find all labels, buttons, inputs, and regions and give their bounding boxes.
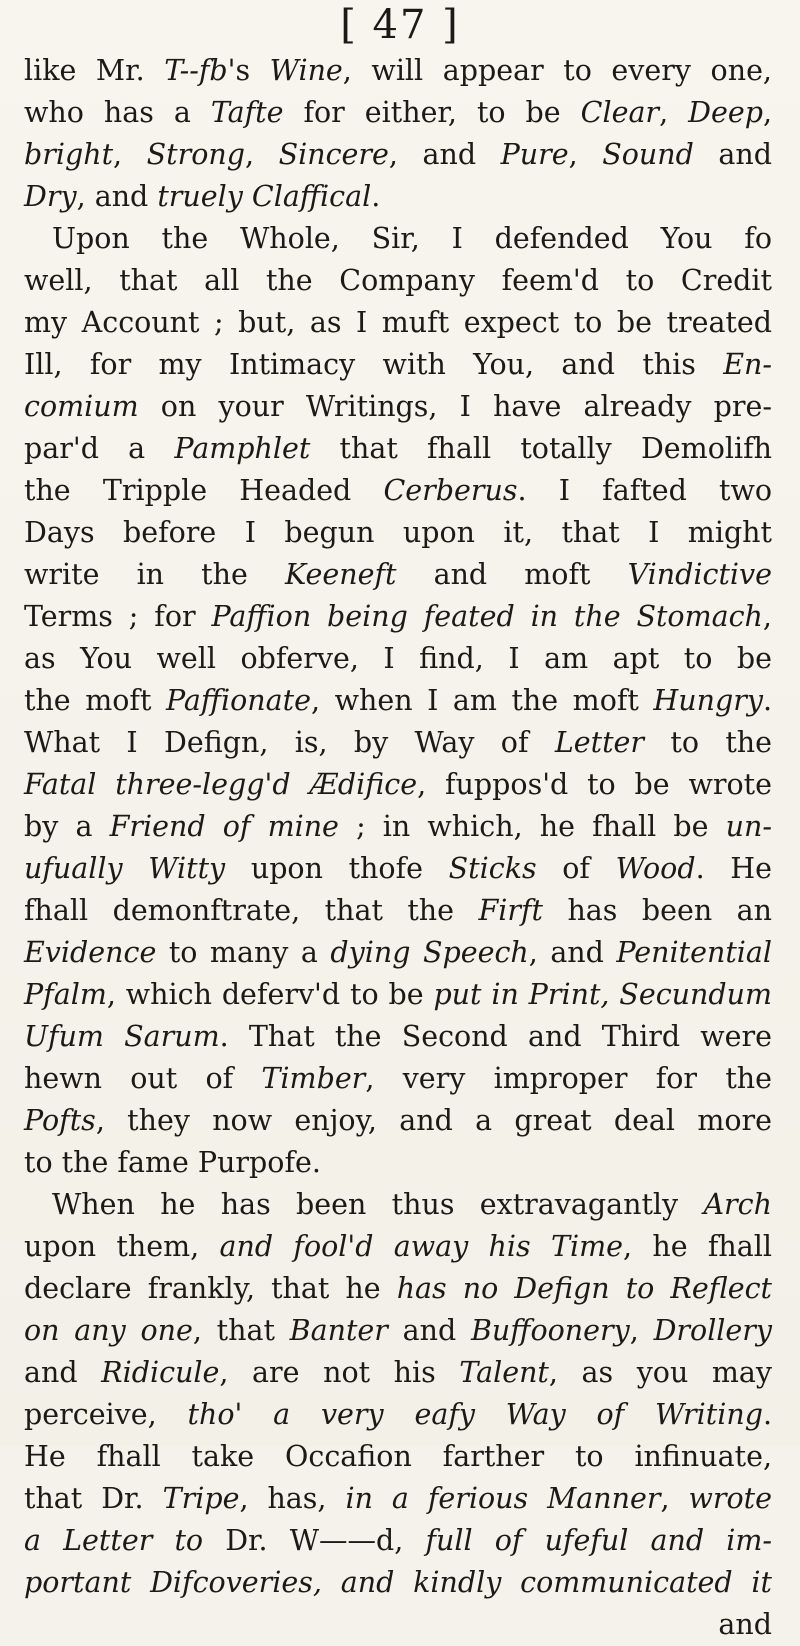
italic-run: Arch	[703, 1188, 772, 1221]
italic-run: in a ferious Manner	[345, 1482, 661, 1515]
text-run: like Mr.	[24, 54, 165, 87]
text-run: ,	[629, 1314, 654, 1347]
italic-run: bright	[24, 138, 114, 171]
italic-run: comium	[24, 390, 139, 423]
text-run: Dr. W——d,	[203, 1524, 426, 1557]
italic-run: Banter	[289, 1314, 388, 1347]
text-line	[24, 428, 772, 470]
text-run: my Account ; but, as I muft expect to be treated	[24, 306, 772, 339]
italic-run: Clear	[580, 96, 660, 129]
text-run: has been an	[543, 894, 772, 927]
text-run: , has,	[239, 1482, 346, 1515]
text-run: the Tripple Headed	[24, 474, 384, 507]
text-line	[24, 1478, 772, 1520]
text-run: for either, to be	[283, 96, 581, 129]
text-run: Ill, for my Intimacy with You, and this	[24, 348, 724, 381]
text-run: . I fafted two	[517, 474, 772, 507]
text-run: .	[762, 1398, 773, 1431]
italic-run: Vindictive	[627, 558, 773, 591]
italic-run: Sticks	[448, 852, 537, 885]
text-run: ,	[568, 138, 603, 171]
text-line	[24, 1184, 772, 1226]
text-run: upon them,	[24, 1230, 220, 1263]
text-line	[24, 302, 772, 344]
text-run: hewn out of	[24, 1062, 262, 1095]
text-run: and moft	[396, 558, 628, 591]
text-run: well, that all the Company feem'd to Credit	[24, 264, 772, 297]
text-run: the moft	[24, 684, 166, 717]
text-run: Days before I begun upon it, that I might	[24, 516, 772, 549]
italic-run: Paffion being feated in the Stomach	[211, 600, 763, 633]
text-line	[24, 806, 772, 848]
text-line	[24, 1016, 772, 1058]
text-run: that fhall totally Demolifh	[310, 432, 772, 465]
text-run: par'd a	[24, 432, 175, 465]
text-run: , as you may	[548, 1356, 772, 1389]
text-run: , very improper for the	[365, 1062, 772, 1095]
italic-run: Friend of mine	[109, 810, 339, 843]
text-run: ; in which, he fhall be	[338, 810, 726, 843]
italic-run: Pfalm	[24, 978, 107, 1011]
italic-run: portant Difcoveries, and kindly communicated it	[24, 1566, 772, 1599]
italic-run: and fool'd away his Time	[219, 1230, 623, 1263]
italic-run: full of ufeful and im-	[425, 1524, 772, 1557]
text-line	[24, 1268, 772, 1310]
text-line	[24, 344, 772, 386]
text-line	[24, 92, 772, 134]
text-run: , will appear to every one,	[342, 54, 772, 87]
text-line	[24, 1100, 772, 1142]
text-run: . He	[695, 852, 773, 885]
text-line	[24, 1142, 772, 1184]
italic-run: Hungry	[653, 684, 763, 717]
text-run: perceive,	[24, 1398, 188, 1431]
text-run: that Dr.	[24, 1482, 163, 1515]
italic-run: En-	[723, 348, 772, 381]
text-line	[24, 1352, 772, 1394]
page-number: [ 47 ]	[340, 2, 460, 48]
text-run: , when I am the moft	[310, 684, 654, 717]
italic-run: Wood	[615, 852, 696, 885]
italic-run: Firft	[478, 894, 543, 927]
italic-run: Ufum Sarum	[24, 1020, 220, 1053]
text-line	[24, 764, 772, 806]
text-run: ,	[113, 138, 147, 171]
italic-run: tho' a very eafy Way of Writing	[187, 1398, 763, 1431]
italic-run: Tafte	[210, 96, 284, 129]
text-line	[24, 1436, 772, 1478]
text-run: ,	[762, 600, 772, 633]
text-run: 's	[227, 54, 270, 87]
text-run: , which deferv'd to be	[106, 978, 434, 1011]
italic-run: Penitential	[616, 936, 772, 969]
text-line	[24, 1226, 772, 1268]
text-run: and	[24, 1356, 102, 1389]
italic-run: Paffionate	[165, 684, 311, 717]
text-line	[24, 890, 772, 932]
text-line	[24, 1520, 772, 1562]
text-line	[24, 596, 772, 638]
text-line	[24, 218, 772, 260]
text-run: to many a	[156, 936, 331, 969]
text-line	[24, 722, 772, 764]
text-run: , he fhall	[622, 1230, 772, 1263]
text-run: and	[387, 1314, 471, 1347]
text-line	[24, 680, 772, 722]
text-run: write in the	[24, 558, 285, 591]
text-run: to the	[644, 726, 772, 759]
text-run: When he has been thus extravagantly	[52, 1188, 704, 1221]
italic-run: Sound	[602, 138, 694, 171]
italic-run: Evidence	[24, 936, 157, 969]
text-line	[24, 974, 772, 1016]
italic-run: Timber	[261, 1062, 366, 1095]
italic-run: Pofts	[24, 1104, 96, 1137]
text-line	[24, 470, 772, 512]
italic-run: Pure	[500, 138, 569, 171]
italic-run: Letter	[554, 726, 645, 759]
text-line	[24, 1562, 772, 1604]
italic-run: Sincere	[278, 138, 389, 171]
text-run: ,	[659, 96, 689, 129]
text-run: , and	[528, 936, 617, 969]
text-line	[24, 386, 772, 428]
text-line	[24, 1058, 772, 1100]
italic-run: Wine	[269, 54, 343, 87]
text-run: .	[371, 180, 381, 213]
italic-run: ufually Witty	[24, 852, 226, 885]
italic-run: un-	[725, 810, 772, 843]
text-run: , they now enjoy, and a great deal more	[95, 1104, 772, 1137]
text-run: who has a	[24, 96, 211, 129]
italic-run: Pamphlet	[174, 432, 311, 465]
italic-run: has no Defign to Reflect	[396, 1272, 772, 1305]
italic-run: put in Print, Secundum	[433, 978, 772, 1011]
text-run: and	[693, 138, 772, 171]
text-run: to the fame Purpofe.	[24, 1146, 321, 1179]
text-run: upon thofe	[225, 852, 449, 885]
text-run: as You well obferve, I find, I am apt to be	[24, 642, 772, 675]
italic-run: Strong	[146, 138, 245, 171]
italic-run: a Letter to	[24, 1524, 204, 1557]
text-run: ,	[762, 96, 772, 129]
italic-run: Ridicule	[101, 1356, 220, 1389]
italic-run: Fatal three-legg'd Ædifice	[24, 768, 418, 801]
text-line	[24, 260, 772, 302]
italic-run: T--fb	[164, 54, 228, 87]
italic-run: Buffoonery	[470, 1314, 630, 1347]
text-line	[24, 50, 772, 92]
text-line	[24, 638, 772, 680]
text-line	[24, 176, 772, 218]
text-line	[24, 932, 772, 974]
text-line	[24, 848, 772, 890]
text-run: of	[536, 852, 616, 885]
text-run: , and	[76, 180, 158, 213]
text-run: , that	[192, 1314, 290, 1347]
italic-run: Dry	[24, 180, 77, 213]
text-run: and	[718, 1608, 772, 1641]
text-run: declare frankly, that he	[24, 1272, 397, 1305]
italic-run: on any one	[24, 1314, 193, 1347]
text-run: .	[762, 684, 772, 717]
italic-run: Deep	[688, 96, 763, 129]
text-line	[24, 1604, 772, 1646]
body-text	[24, 50, 772, 1646]
text-line	[24, 1394, 772, 1436]
italic-run: truely Claffical	[157, 180, 372, 213]
text-run: . That the Second and Third were	[219, 1020, 772, 1053]
text-line	[24, 554, 772, 596]
italic-run: dying Speech	[330, 936, 529, 969]
text-run: fhall demonftrate, that the	[24, 894, 479, 927]
text-run: Upon the Whole, Sir, I defended You fo	[52, 222, 772, 255]
italic-run: Keeneft	[284, 558, 397, 591]
italic-run: Tripe	[162, 1482, 240, 1515]
text-line	[24, 1310, 772, 1352]
text-line	[24, 512, 772, 554]
text-run: ,	[660, 1482, 689, 1515]
text-run: Terms ; for	[24, 600, 212, 633]
italic-run: wrote	[688, 1482, 772, 1515]
text-run: on your Writings, I have already pre-	[138, 390, 772, 423]
italic-run: Talent	[459, 1356, 549, 1389]
italic-run: Drollery	[653, 1314, 773, 1347]
text-run: What I Defign, is, by Way of	[24, 726, 555, 759]
text-run: He fhall take Occafion farther to infinuate,	[24, 1440, 772, 1473]
italic-run: Cerberus	[383, 474, 518, 507]
text-line	[24, 134, 772, 176]
text-run: , and	[388, 138, 501, 171]
text-run: ,	[245, 138, 279, 171]
text-run: , are not his	[219, 1356, 460, 1389]
text-run: , fuppos'd to be wrote	[417, 768, 772, 801]
text-run: by a	[24, 810, 110, 843]
